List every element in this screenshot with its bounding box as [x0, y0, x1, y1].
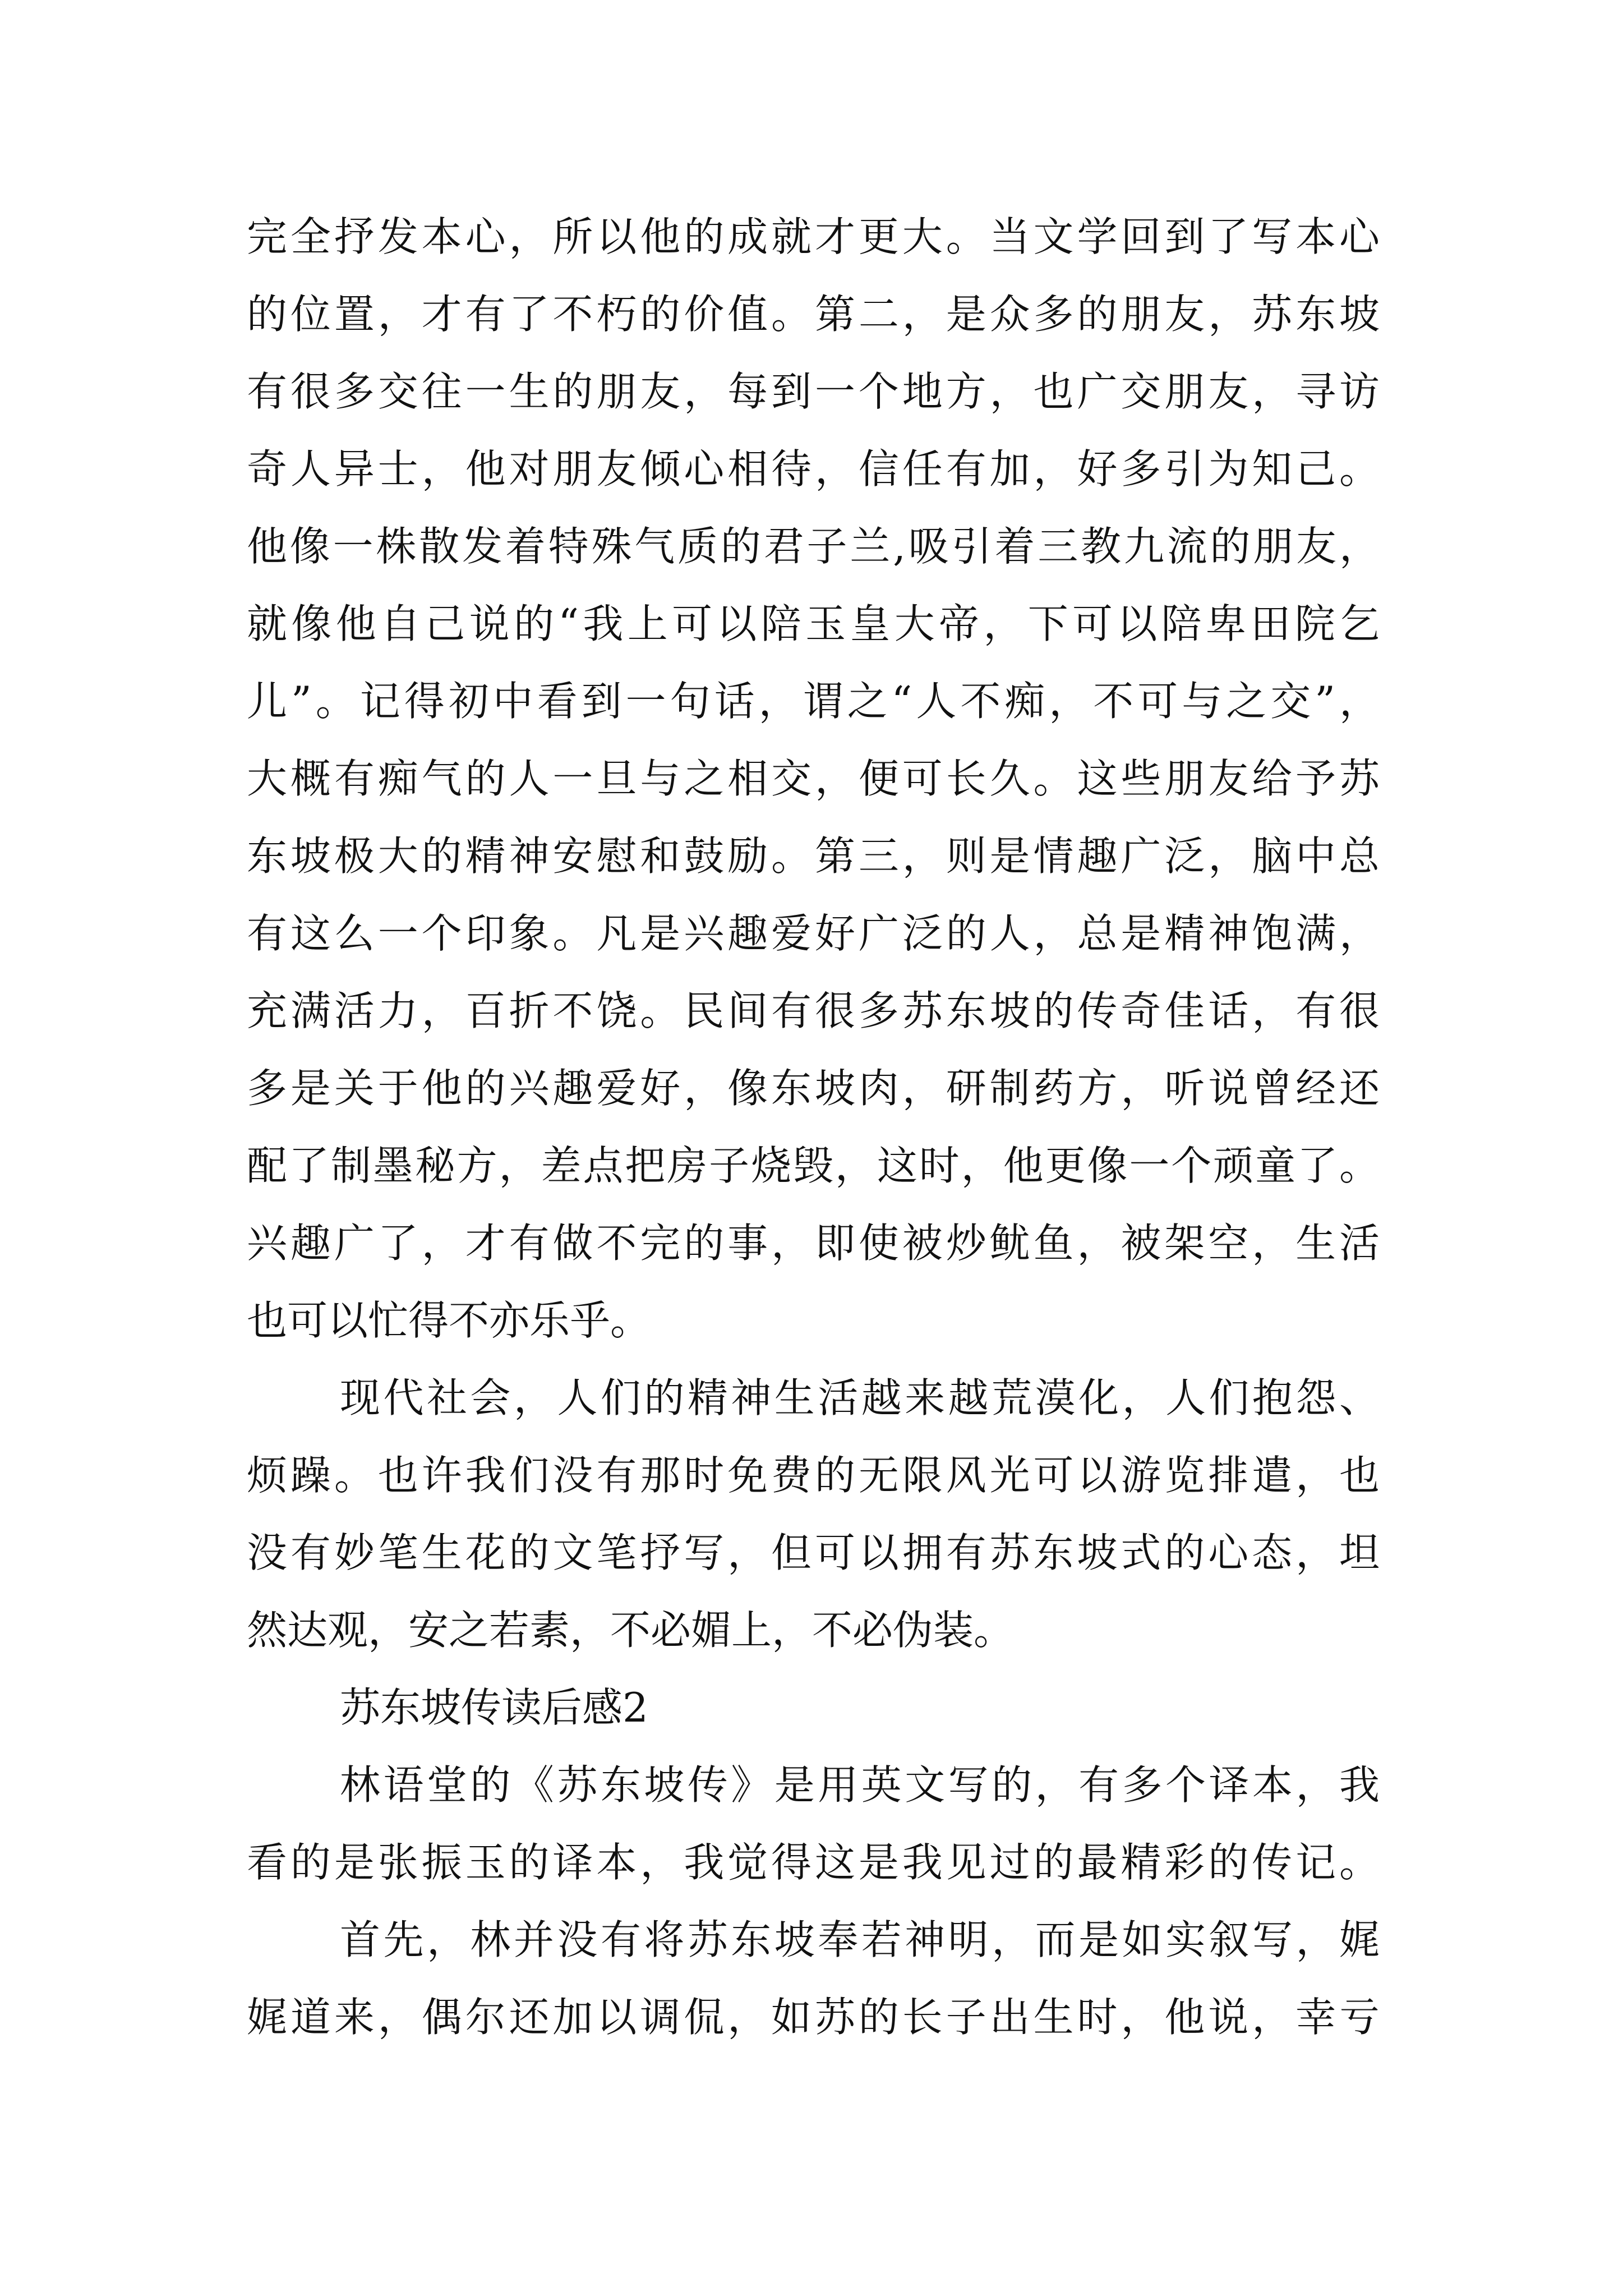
- paragraph-line: 兴趣广了，才有做不完的事，即使被炒鱿鱼，被架空，生活: [247, 1220, 1380, 1267]
- paragraph-line: 看的是张振玉的译本，我觉得这是我见过的最精彩的传记。: [247, 1839, 1380, 1886]
- paragraph-first-line: 林语堂的《苏东坡传》是用英文写的，有多个译本，我: [340, 1761, 1380, 1809]
- paragraph-line: 就像他自己说的“我上可以陪玉皇大帝，下可以陪卑田院乞: [247, 600, 1380, 647]
- paragraph-line: 配了制墨秘方，差点把房子烧毁，这时，他更像一个顽童了。: [247, 1142, 1380, 1189]
- paragraph-line: 多是关于他的兴趣爱好，像东坡肉，研制药方，听说曾经还: [247, 1065, 1380, 1112]
- paragraph-line: 充满活力，百折不饶。民间有很多苏东坡的传奇佳话，有很: [247, 987, 1380, 1034]
- paragraph-line: 完全抒发本心，所以他的成就才更大。当文学回到了写本心: [247, 213, 1380, 260]
- paragraph-line: 儿”。记得初中看到一句话，谓之“人不痴，不可与之交”，: [247, 678, 1380, 725]
- paragraph-line: 然达观，安之若素，不必媚上，不必伪装。: [247, 1607, 1015, 1654]
- paragraph-line: 的位置，才有了不朽的价值。第二，是众多的朋友，苏东坡: [247, 291, 1380, 338]
- paragraph-line: 他像一株散发着特殊气质的君子兰,吸引着三教九流的朋友，: [247, 523, 1380, 570]
- paragraph-first-line: 现代社会，人们的精神生活越来越荒漠化，人们抱怨、: [340, 1374, 1380, 1421]
- paragraph-line: 没有妙笔生花的文笔抒写，但可以拥有苏东坡式的心态，坦: [247, 1529, 1380, 1576]
- paragraph-line: 大概有痴气的人一旦与之相交，便可长久。这些朋友给予苏: [247, 755, 1380, 802]
- paragraph-first-line: 首先，林并没有将苏东坡奉若神明，而是如实叙写，娓: [340, 1916, 1380, 1963]
- paragraph-line: 娓道来，偶尔还加以调侃，如苏的长子出生时，他说，幸亏: [247, 1994, 1380, 2041]
- paragraph-line: 有很多交往一生的朋友，每到一个地方，也广交朋友，寻访: [247, 368, 1380, 415]
- section-heading: 苏东坡传读后感2: [340, 1684, 648, 1731]
- paragraph-line: 有这么一个印象。凡是兴趣爱好广泛的人，总是精神饱满，: [247, 910, 1380, 957]
- paragraph-line: 东坡极大的精神安慰和鼓励。第三，则是情趣广泛，脑中总: [247, 832, 1380, 880]
- paragraph-line: 烦躁。也许我们没有那时免费的无限风光可以游览排遣，也: [247, 1452, 1380, 1499]
- paragraph-line: 奇人异士，他对朋友倾心相待，信任有加，好多引为知己。: [247, 445, 1380, 493]
- paragraph-line: 也可以忙得不亦乐乎。: [247, 1297, 651, 1344]
